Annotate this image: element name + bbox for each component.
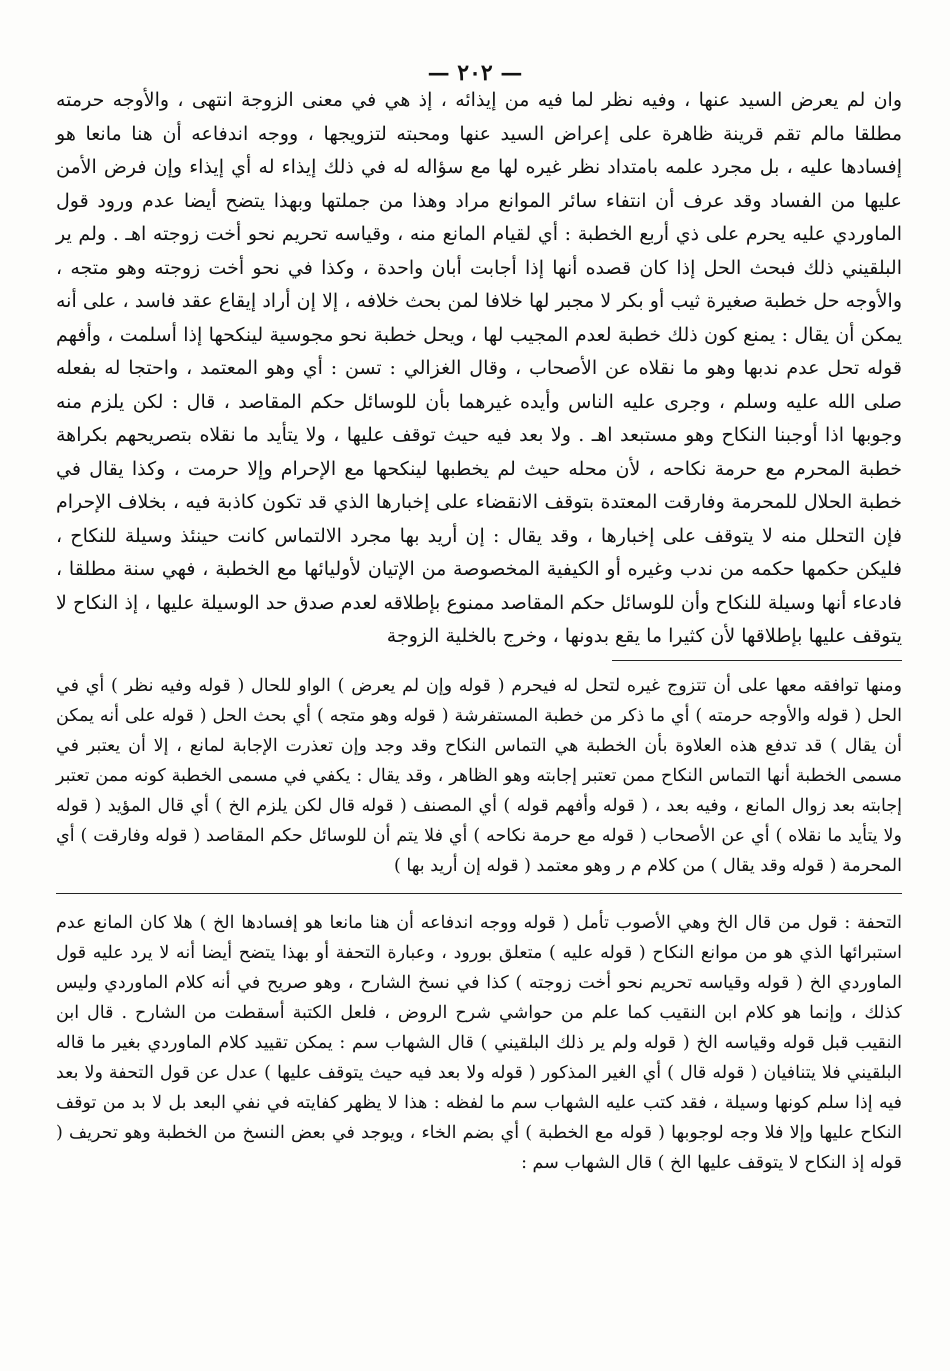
footnote-block-2 <box>56 908 902 1178</box>
main-paragraph: وان لم يعرض السيد عنها ، وفيه نظر لما فيه من إيذائه ، إذ هي في معنى الزوجة انتهى ، والأوجه حرمته مطلقا مالم تقم قرينة ظاهرة على إعراض السيد عنها ومحبته لتزويجها ، ووجه اندفاعه أن هنا مانعا هو إفسادها عليه ، بل مجرد علمه بامتداد نظر غيره لها مع سؤاله له في ذلك إيذاء له أي إيذاء وإن فرض الأمن عليها من الفساد وقد عرف أن انتفاء سائر الموانع مراد وهذا من جملتها وبهذا يتضح أيضا عدم ورود قول الماوردي عليه يحرم على ذي أربع الخطبة : أي لقيام المانع منه ، وقياسه تحريم نحو أخت زوجته اهـ . ولم ير البلقيني ذلك فبحث الحل إذا كان قصده أنها إذا أجابت أبان واحدة ، وكذا في نحو أخت زوجته وهو متجه ، والأوجه حل خطبة صغيرة ثيب أو بكر لا مجبر لها خلافا لمن بحث خلافه ، إلا إن أراد إيقاع عقد فاسد ، على أنه يمكن أن يقال : يمنع كون ذلك خطبة لعدم المجيب لها ، ويحل خطبة نحو مجوسية لينكحها إذا أسلمت ، وأفهم قوله تحل عدم ندبها وهو ما نقلاه عن الأصحاب ، وقال الغزالي : تسن : أي وهو المعتمد ، واحتجا له بفعله صلى الله عليه وسلم ، وجرى عليه الناس وأيده غيرهما بأن للوسائل حكم المقاصد ، قال : لكن يلزم منه وجوبها اذا أوجبنا النكاح وهو مستبعد اهـ . ولا بعد فيه حيث توقف عليها ، ولا يتأيد ما نقلاه بتصريحهم بكراهة خطبة المحرم مع حرمة نكاحه ، لأن محله حيث لم يخطبها لينكحها مع الإحرام وإلا حرمت ، وكذا يقال في خطبة الحلال للمحرمة وفارقت المعتدة بتوقف الانقضاء على إخبارها الذي قد تكون كاذبة فيه ، بخلاف الإحرام فإن التحلل منه لا يتوقف على إخبارها ، وقد يقال : إن أريد بها مجرد الالتماس كانت حينئذ وسيلة للنكاح ، فليكن حكمها حكمه من ندب وغيره أو الكيفية المخصوصة من الإتيان لأوليائها مع الخطبة ، فهي سنة مطلقا ، فادعاء أنها وسيلة للنكاح وأن للوسائل حكم المقاصد ممنوع بإطلاقه لعدم صدق حد الوسيلة عليها ، إذ النكاح لا يتوقف عليها بإطلاقها لأن كثيرا ما يقع بدونها ، وخرج بالخلية الزوجة <box>56 89 902 647</box>
footnote-paragraph: ومنها توافقه معها على أن تتزوج غيره لتحل له فيحرم ( قوله وإن لم يعرض ) الواو للحال ( قوله وفيه نظر ) أي في الحل ( قوله والأوجه حرمته ) أي ما ذكر من خطبة المستفرشة ( قوله وهو متجه ) أي بحث الحل ( قوله على أنه يمكن أن يقال ) قد تدفع هذه العلاوة بأن الخطبة هي التماس النكاح وقد وجد وإن تعذرت الإجابة لمانع ، إلا أن يعتبر في مسمى الخطبة أنها التماس النكاح ممن تعتبر إجابته وهو الظاهر ، وقد يقال : يكفي في مسمى الخطبة كونه ممن تعتبر إجابته بعد زوال المانع ، وفيه بعد ، ( قوله وأفهم قوله ) أي المصنف ( قوله قال لكن يلزم الخ ) أي قال المؤيد ( قوله ولا يتأيد ما نقلاه ) أي عن الأصحاب ( قوله مع حرمة نكاحه ) أي فلا يتم أن للوسائل حكم المقاصد ( قوله وفارقت ) أي المحرمة ( قوله وقد يقال ) من كلام م ر وهو معتمد ( قوله إن أريد بها ) <box>56 675 902 876</box>
page-number: — ٢٠٢ — <box>427 60 523 86</box>
footnote-paragraph: التحفة : قول من قال الخ وهي الأصوب تأمل ( قوله ووجه اندفاعه أن هنا مانعا هو إفسادها الخ ) هلا كان المانع عدم استبرائها الذي هو من موانع النكاح ( قوله عليه ) متعلق بورود ، وعبارة التحفة أو بهذا يتضح أيضا أنه لا يرد عليه قول الماوردي الخ ( قوله وقياسه تحريم نحو أخت زوجته ) كذا في نسخ الشارح ، وهو صريح في أنه كلام الماوردي وليس كذلك ، وإنما هو كلام ابن النقيب كما علم من حواشي شرح الروض ، فلعل الكتبة أسقطت من الشارح . قال ابن النقيب قبل قوله وقياسه الخ ( قوله ولم ير ذلك البلقيني ) قال الشهاب سم : يمكن تقييد كلام الماوردي بغير ما قاله البلقيني فلا يتنافيان ( قوله قال ) أي الغير المذكور ( قوله ولا بعد فيه حيث يتوقف عليها ) عدل عن قول التحفة ولا بعد فيه إذا سلم كونها وسيلة ، فقد كتب عليه الشهاب سم ما لفظه : هذا لا يظهر كفايته في نفي البعد بل لا بد من توقف النكاح عليها وإلا فلا وجه لوجوبها ( قوله مع الخطبة ) أي بضم الخاء ، ويوجد في بعض النسخ من الخطبة وهو تحريف ( قوله إذ النكاح لا يتوقف عليها الخ ) قال الشهاب سم : <box>56 912 902 1173</box>
footnote-block-1 <box>56 671 902 881</box>
main-text <box>56 84 902 654</box>
footnote-separator-full <box>56 893 902 894</box>
footnote-separator-short <box>612 660 902 661</box>
